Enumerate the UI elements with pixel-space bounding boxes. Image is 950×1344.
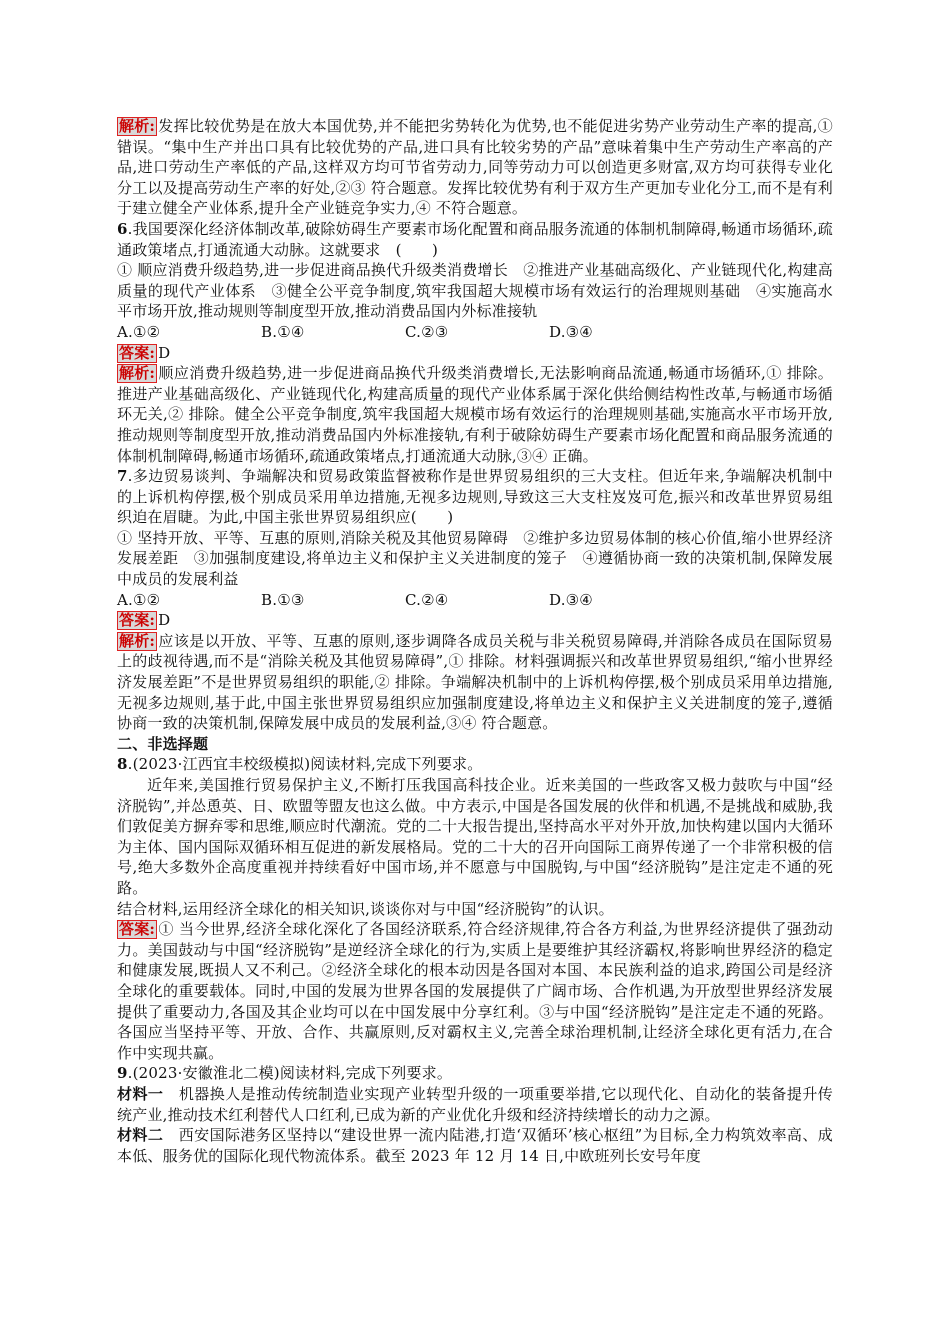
q9-stem-text: .(2023·安徽淮北二模)阅读材料,完成下列要求。 [127,1064,453,1083]
answer-tag: 答案: [119,920,156,939]
q6-option-c: C.②③ [405,322,449,341]
q5-analysis-text: 发挥比较优势是在放大本国优势,并不能把劣势转化为优势,也不能促进劣势产业劳动生产率的提高,① 错误。“集中生产并出口具有比较优势的产品,进口具有比较劣势的产品”意味着集中生产劳动生产率高的产品,进口劳动生产率低的产品,这样双方均可节省劳动力,同等劳动力可以创造更多财富,双方均可获得专业化分工以及提高劳动生产率的好处,②③ 符合题意。发挥比较优势有利于双方生产更加专业化分工,而不是有利于建立健全产业体系,提升全产业链竞争实力,④ 不符合题意。 [117,117,833,218]
q6-options [117,322,833,343]
q9-number: 9 [117,1064,128,1083]
section-heading: 二、非选择题 [117,734,209,753]
q8-answer-text: ① 当今世界,经济全球化深化了各国经济联系,符合经济规律,符合各方利益,为世界经济提供了强劲动力。美国鼓动与中国“经济脱钩”是逆经济全球化的行为,实质上是要维护其经济霸权,将影响世界经济的稳定和健康发展,既损人又不利己。②经济全球化的根本动因是各国对本国、本民族利益的追求,跨国公司是经济全球化的重要载体。同时,中国的发展为世界各国的发展提供了广阔市场、合作机遇,为开放型世界经济发展提供了重要动力,各国及其企业均可以在中国发展中分享红利。③与中国“经济脱钩”是注定走不通的死路。各国应当坚持平等、开放、合作、共赢原则,反对霸权主义,完善全球治理机制,让经济全球化更有活力,在合作中实现共赢。 [117,920,833,1062]
q7-answer [117,610,833,631]
q6-items: ① 顺应消费升级趋势,进一步促进商品换代升级类消费增长 ②推进产业基础高级化、产业链现代化,构建高质量的现代产业体系 ③健全公平竞争制度,筑牢我国超大规模市场有效运行的治理规则基础 ④实施高水平市场开放,推动规则等制度型开放,推动消费品国内外标准接轨 [117,261,833,321]
q7-answer-value: D [158,611,171,630]
material-1-text: 机器换人是推动传统制造业实现产业转型升级的一项重要举措,它以现代化、自动化的装备提升传统产业,推动技术红利替代人口红利,已成为新的产业优化升级和经济持续增长的动力之源。 [117,1084,834,1124]
q8-number: 8 [117,755,128,774]
material-1-label: 材料一 [117,1084,164,1103]
q7-option-a: A.①② [117,590,161,609]
q9-stem [117,1063,833,1084]
q7-items: ① 坚持开放、平等、互惠的原则,消除关税及其他贸易障碍 ②维护多边贸易体制的核心价值,缩小世界经济发展差距 ③加强制度建设,将单边主义和保护主义关进制度的笼子 ④遵循协商一致的决策机制,保障发展中成员的发展利益 [117,528,833,589]
q7-option-d: D.③④ [549,590,593,609]
document-page [117,116,833,1166]
material-2-text: 西安国际港务区坚持以“建设世界一流内陆港,打造‘双循环’核心枢纽”为目标,全力构筑效率高、成本低、服务优的国际化现代物流体系。截至 2023 年 12 月 14 日,中欧班列长安号年度 [117,1126,833,1165]
q8-material: 近年来,美国推行贸易保护主义,不断打压我国高科技企业。近来美国的一些政客又极力鼓吹与中国“经济脱钩”,并怂恿英、日、欧盟等盟友也这么做。中方表示,中国是各国发展的伙伴和机遇,不是挑战和威胁,我们敦促美方摒弃零和思维,顺应时代潮流。党的二十大报告提出,坚持高水平对外开放,加快构建以国内大循环为主体、国内国际双循环相互促进的新发展格局。党的二十大的召开向国际工商界传递了一个非常积极的信号,绝大多数外企高度重视并持续看好中国市场,并不愿意与中国脱钩,与中国“经济脱钩”是注定走不通的死路。 [117,776,833,897]
q6-option-d: D.③④ [549,322,593,341]
q5-analysis [117,116,833,219]
answer-tag: 答案: [119,343,156,362]
q7-stem [117,466,833,528]
analysis-tag: 解析: [119,364,156,383]
q7-analysis-text: 应该是以开放、平等、互惠的原则,逐步调降各成员关税与非关税贸易障碍,并消除各成员在国际贸易上的歧视待遇,而不是“消除关税及其他贸易障碍”,① 排除。材料强调振兴和改革世界贸易组织,“缩小世界经济发展差距”不是世界贸易组织的职能,② 排除。争端解决机制中的上诉机构停摆,极个别成员采用单边措施,无视多边规则,基于此,中国主张世界贸易组织应加强制度建设,将单边主义和保护主义关进制度的笼子,遵循协商一致的决策机制,保障发展中成员的发展利益,③④ 符合题意。 [117,631,833,733]
analysis-tag: 解析: [119,631,156,650]
q6-option-b: B.①④ [261,322,305,341]
q7-number: 7 [117,467,128,486]
q6-stem-text: .我国要深化经济体制改革,破除妨碍生产要素市场化配置和商品服务流通的体制机制障碍,畅通市场循环,疏通政策堵点,打通流通大动脉。这就要求 ( ) [117,219,833,259]
q7-stem-text: .多边贸易谈判、争端解决和贸易政策监督被称作是世界贸易组织的三大支柱。但近年来,争端解决机制中的上诉机构停摆,极个别成员采用单边措施,无视多边规则,导致这三大支柱岌岌可危,振兴和改革世界贸易组织迫在眉睫。为此,中国主张世界贸易组织应( ) [117,467,833,527]
q8-stem-text: .(2023·江西宜丰校级模拟)阅读材料,完成下列要求。 [127,755,483,774]
q8-question: 结合材料,运用经济全球化的相关知识,谈谈你对与中国“经济脱钩”的认识。 [117,899,614,918]
q6-analysis-text: 顺应消费升级趋势,进一步促进商品换代升级类消费增长,无法影响商品流通,畅通市场循环,① 排除。推进产业基础高级化、产业链现代化,构建高质量的现代产业体系属于深化供给侧结构性改革,与畅通市场循环无关,② 排除。健全公平竞争制度,筑牢我国超大规模市场有效运行的治理规则基础,实施高水平市场开放,推动规则等制度型开放,推动消费品国内外标准接轨,有利于破除妨碍生产要素市场化配置和商品服务流通的体制机制障碍,畅通市场循环,疏通政策堵点,打通流通大动脉,③④ 正确。 [117,364,833,465]
q7-option-c: C.②④ [405,590,449,609]
q7-analysis [117,631,833,734]
q7-options [117,590,833,611]
q6-answer-value: D [158,343,171,362]
q7-option-b: B.①③ [261,590,305,609]
material-2-label: 材料二 [117,1126,164,1145]
q6-option-a: A.①② [117,322,161,341]
q8-stem [117,754,833,775]
q6-number: 6 [117,219,128,238]
analysis-tag: 解析: [119,117,156,135]
q9-material-1 [117,1084,833,1125]
answer-tag: 答案: [119,611,156,630]
q8-answer [117,919,833,1063]
q6-analysis [117,363,833,466]
q9-material-2 [117,1125,833,1166]
q6-answer [117,343,833,364]
q6-stem [117,219,833,260]
